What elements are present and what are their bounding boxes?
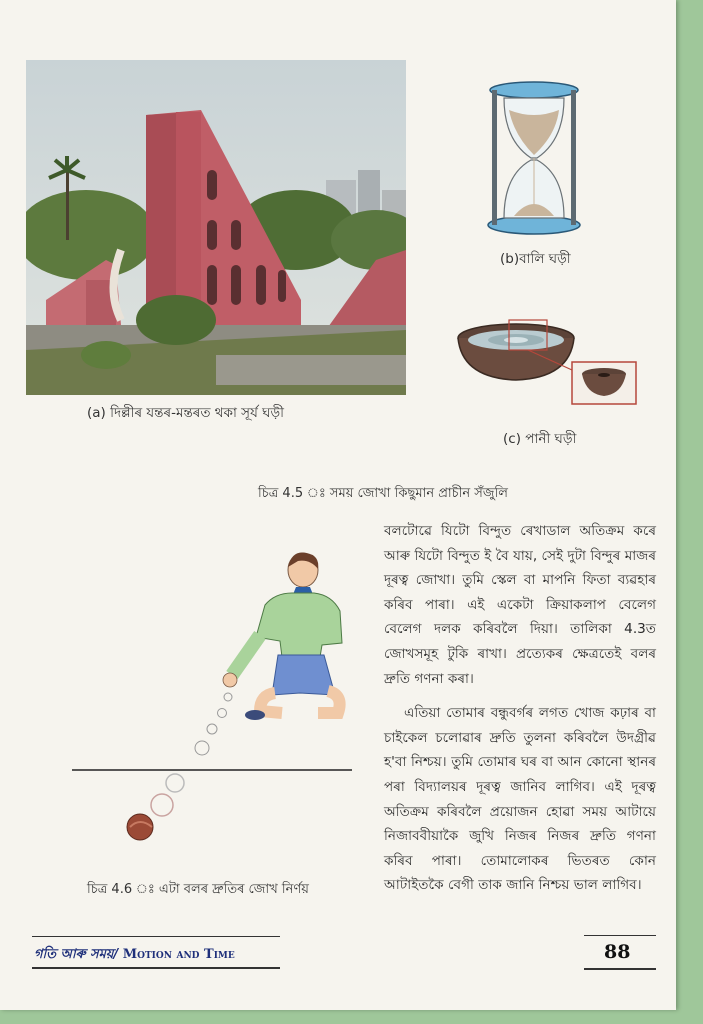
footer-rule-bottom bbox=[32, 967, 280, 969]
page-number-rule-bottom bbox=[584, 968, 656, 970]
footer-title-english: Motion and Time bbox=[118, 947, 235, 962]
body-text bbox=[384, 519, 656, 898]
page-number: 88 bbox=[604, 941, 631, 963]
water-clock-illustration bbox=[454, 318, 644, 413]
sundial-caption: (a) দিল্লীৰ যন্তৰ-মন্তৰত থকা সূৰ্য ঘড়ী bbox=[87, 405, 285, 421]
water-clock-caption: (c) পানী ঘড়ী bbox=[503, 431, 577, 447]
paragraph-2: এতিয়া তোমাৰ বন্ধুবৰ্গৰ লগত খোজ কঢ়াৰ বা চাইকেল চলোৱাৰ দ্ৰুতি তুলনা কৰিবলৈ উদগ্ৰীৱ হ'বা নিশ্চয়। তুমি তোমাৰ ঘৰ বা আন কোনো স্থানৰ পৰা বিদ্যালয়ৰ দূৰত্ব জানিব লাগিব। এই দূৰত্ব অতিক্ৰম কৰিবলৈ প্ৰয়োজন হোৱা সময় আটায়ে নিজাববীয়াকৈ জুখি নিজৰ নিজৰ দ্ৰুতি গণনা কৰিব পাৰা। তোমালোকৰ ভিতৰত কোন আটাইতকৈ বেগী তাক জানি নিশ্চয় ভাল লাগিব। bbox=[384, 705, 656, 894]
hourglass-illustration bbox=[484, 80, 584, 240]
footer-rule-top bbox=[32, 936, 280, 937]
footer-chapter-title bbox=[34, 945, 235, 966]
footer-title-assamese: গতি আৰু সময়/ bbox=[34, 947, 119, 962]
ball-speed-illustration bbox=[60, 545, 360, 845]
sundial-photo bbox=[26, 60, 406, 395]
figure-4-6-caption: চিত্ৰ 4.6 ঃ এটা বলৰ দ্ৰুতিৰ জোখ নিৰ্ণয় bbox=[87, 882, 309, 897]
page-number-rule-top bbox=[584, 935, 656, 936]
hourglass-caption: (b)বালি ঘড়ী bbox=[500, 251, 571, 267]
paragraph-1: বলটোৱে যিটো বিন্দুত ৰেখাডাল অতিক্ৰম কৰে আৰু যিটো বিন্দুত ই বৈ যায়, সেই দুটা বিন্দুৰ মাজৰ দূৰত্ব জোখা। তুমি স্কেল বা মাপনি ফিতা ব্যৱহাৰ কৰিব পাৰা। এই একেটা ক্ৰিয়াকলাপ বেলেগ বেলেগ দলক কৰিবলৈ দিয়া। তালিকা 4.3ত জোখসমূহ টুকি ৰাখা। প্ৰত্যেকৰ ক্ষেত্ৰতেই বলৰ দ্ৰুতি গণনা কৰা। bbox=[384, 523, 656, 687]
figure-4-5-caption: চিত্ৰ 4.5 ঃ সময় জোখা কিছুমান প্ৰাচীন সঁজুলি bbox=[258, 486, 508, 501]
